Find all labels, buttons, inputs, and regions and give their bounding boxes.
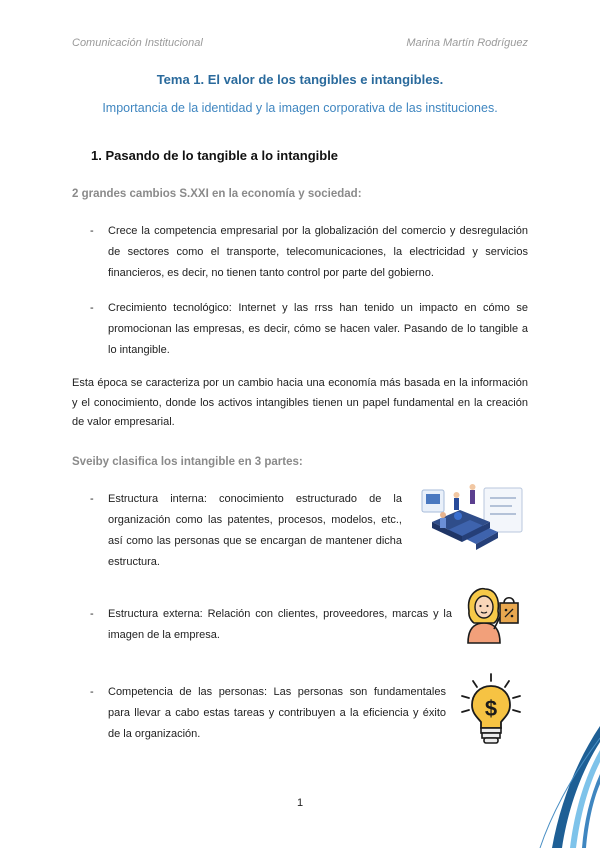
bullet-dash: - [90,302,94,314]
header-author-name: Marina Martín Rodríguez [406,37,528,49]
page-number: 1 [296,797,304,809]
bullet-dash: - [90,493,94,505]
header-course-name: Comunicación Institucional [72,37,203,49]
bullet-dash: - [90,686,94,698]
woman-shopping-bag-icon [458,585,522,647]
list-item [90,298,528,362]
list-item [90,682,446,745]
puzzle-team-icon [418,482,530,554]
bullet-dash: - [90,225,94,237]
list-item-text: Estructura interna: conocimiento estructurado de la organización como las patentes, procesos, modelos, etc., así como las personas que se encargan de mantener dicha estructura. [108,493,402,568]
list-item [90,489,402,573]
section-subheading-sveiby: Sveiby clasifica los intangible en 3 partes: [72,456,303,468]
list-item-text: Crecimiento tecnológico: Internet y las rrss han tenido un impacto en cómo se promocionan las empresas, es decir, cómo se hacen valer. Pasando de lo tangible a lo intangible. [108,302,528,356]
list-item-text: Competencia de las personas: Las personas son fundamentales para llevar a cabo estas tareas y contribuyen a la eficiencia y éxito de la organización. [108,686,446,740]
document-subtitle: Importancia de la identidad y la imagen corporativa de las instituciones. [102,101,498,115]
list-item-text: Estructura externa: Relación con clientes, proveedores, marcas y la imagen de la empresa. [108,608,452,641]
section-heading: 1. Pasando de lo tangible a lo intangible [91,148,339,163]
document-title: Tema 1. El valor de los tangibles e intangibles. [156,72,444,87]
body-paragraph: Esta época se caracteriza por un cambio hacia una economía más basada en la información y el conocimiento, donde los activos intangibles tienen un papel fundamental en la creación de valor empresarial. [72,377,528,428]
bullet-dash: - [90,608,94,620]
list-item [90,604,452,646]
list-item-text: Crece la competencia empresarial por la globalización del comercio y desregulación de sectores como el transporte, telecomunicaciones, la electricidad y servicios financieros, es decir, no tienen tanto control por parte del gobierno. [108,225,528,279]
corner-swoosh-decoration [510,718,600,848]
section-subheading-changes: 2 grandes cambios S.XXI en la economía y sociedad: [72,188,362,200]
svg-text:$: $ [484,696,498,721]
list-item [90,221,528,285]
